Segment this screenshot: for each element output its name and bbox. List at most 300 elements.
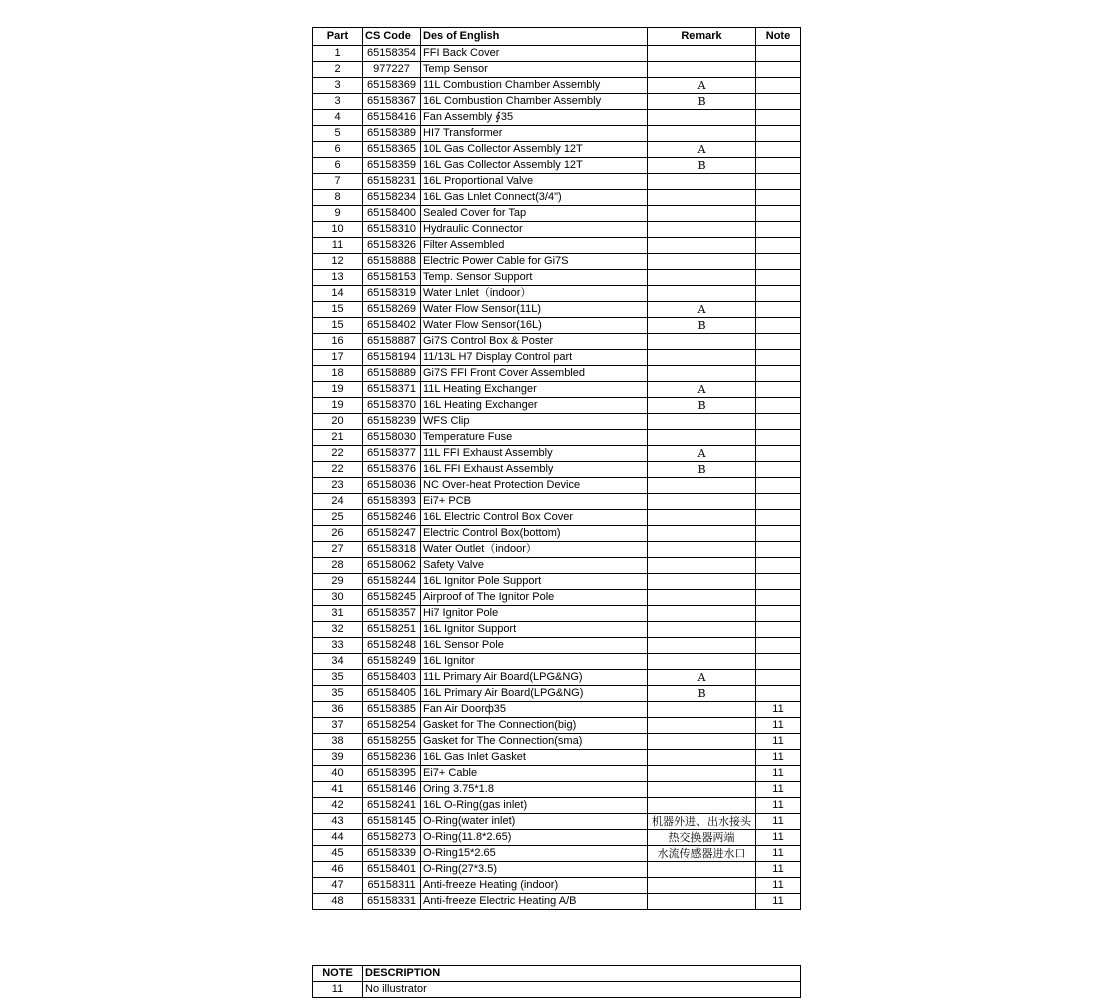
part-number-cell: 27 (313, 542, 363, 558)
notes-table (312, 965, 801, 998)
header-remark: Remark (648, 28, 756, 46)
remark-cell (648, 894, 756, 910)
remark-cell (648, 430, 756, 446)
cs-code-cell: 65158153 (363, 270, 421, 286)
table-row (313, 398, 801, 414)
note-cell (756, 286, 801, 302)
table-row (313, 638, 801, 654)
cs-code-cell: 65158241 (363, 798, 421, 814)
note-cell (756, 270, 801, 286)
cs-code-cell: 65158403 (363, 670, 421, 686)
note-cell (756, 430, 801, 446)
table-row (313, 606, 801, 622)
cs-code-cell: 65158251 (363, 622, 421, 638)
cs-code-cell: 65158370 (363, 398, 421, 414)
cs-code-cell: 65158339 (363, 846, 421, 862)
remark-cell (648, 174, 756, 190)
part-number-cell: 9 (313, 206, 363, 222)
cs-code-cell: 65158247 (363, 526, 421, 542)
part-number-cell: 47 (313, 878, 363, 894)
cs-code-cell: 65158246 (363, 510, 421, 526)
remark-cell (648, 254, 756, 270)
description-cell: Filter Assembled (421, 238, 648, 254)
table-row (313, 734, 801, 750)
table-row (313, 110, 801, 126)
table-row (313, 62, 801, 78)
part-number-cell: 19 (313, 382, 363, 398)
description-cell: Fan Air Doorф35 (421, 702, 648, 718)
note-description-cell: No illustrator (363, 982, 801, 998)
note-cell (756, 462, 801, 478)
description-cell: Gasket for The Connection(sma) (421, 734, 648, 750)
header-note: Note (756, 28, 801, 46)
table-row (313, 798, 801, 814)
remark-cell (648, 654, 756, 670)
table-row (313, 622, 801, 638)
part-number-cell: 8 (313, 190, 363, 206)
part-number-cell: 5 (313, 126, 363, 142)
description-cell: Water Flow Sensor(11L) (421, 302, 648, 318)
table-row (313, 78, 801, 94)
remark-cell (648, 46, 756, 62)
parts-table (312, 27, 801, 910)
cs-code-cell: 65158405 (363, 686, 421, 702)
remark-cell: B (648, 398, 756, 414)
note-cell (756, 590, 801, 606)
part-number-cell: 6 (313, 158, 363, 174)
note-cell: 11 (756, 830, 801, 846)
cs-code-cell: 65158365 (363, 142, 421, 158)
part-number-cell: 4 (313, 110, 363, 126)
part-number-cell: 16 (313, 334, 363, 350)
table-row (313, 446, 801, 462)
part-number-cell: 26 (313, 526, 363, 542)
description-cell: 11/13L H7 Display Control part (421, 350, 648, 366)
remark-cell (648, 126, 756, 142)
table-row (313, 142, 801, 158)
part-number-cell: 1 (313, 46, 363, 62)
table-row (313, 862, 801, 878)
header-note-description: DESCRIPTION (363, 966, 801, 982)
cs-code-cell: 65158036 (363, 478, 421, 494)
cs-code-cell: 65158245 (363, 590, 421, 606)
description-cell: 16L Proportional Valve (421, 174, 648, 190)
note-cell: 11 (756, 814, 801, 830)
description-cell: Temp. Sensor Support (421, 270, 648, 286)
note-cell (756, 526, 801, 542)
remark-cell (648, 526, 756, 542)
description-cell: 16L Gas Lnlet Connect(3/4") (421, 190, 648, 206)
table-row (313, 718, 801, 734)
description-cell: Water Outlet（indoor） (421, 542, 648, 558)
table-row (313, 318, 801, 334)
note-cell: 11 (756, 894, 801, 910)
description-cell: Safety Valve (421, 558, 648, 574)
description-cell: 16L Ignitor Pole Support (421, 574, 648, 590)
cs-code-cell: 65158395 (363, 766, 421, 782)
remark-cell (648, 190, 756, 206)
description-cell: Gasket for The Connection(big) (421, 718, 648, 734)
cs-code-cell: 65158249 (363, 654, 421, 670)
cs-code-cell: 65158359 (363, 158, 421, 174)
note-cell: 11 (756, 782, 801, 798)
note-code-cell: 11 (313, 982, 363, 998)
header-note-code: NOTE (313, 966, 363, 982)
cs-code-cell: 65158401 (363, 862, 421, 878)
remark-cell (648, 542, 756, 558)
note-cell (756, 174, 801, 190)
description-cell: O-Ring15*2.65 (421, 846, 648, 862)
remark-cell (648, 286, 756, 302)
note-cell: 11 (756, 798, 801, 814)
cs-code-cell: 65158377 (363, 446, 421, 462)
remark-cell: A (648, 446, 756, 462)
description-cell: Water Lnlet（indoor） (421, 286, 648, 302)
table-row (313, 270, 801, 286)
note-cell: 11 (756, 766, 801, 782)
description-cell: Temp Sensor (421, 62, 648, 78)
remark-cell: A (648, 302, 756, 318)
remark-cell (648, 206, 756, 222)
table-row (313, 366, 801, 382)
note-cell (756, 414, 801, 430)
note-cell: 11 (756, 734, 801, 750)
remark-cell (648, 638, 756, 654)
cs-code-cell: 65158385 (363, 702, 421, 718)
cs-code-cell: 65158326 (363, 238, 421, 254)
part-number-cell: 44 (313, 830, 363, 846)
description-cell: Hydraulic Connector (421, 222, 648, 238)
description-cell: 16L Sensor Pole (421, 638, 648, 654)
table-row (313, 94, 801, 110)
table-row (313, 750, 801, 766)
note-cell (756, 206, 801, 222)
cs-code-cell: 65158889 (363, 366, 421, 382)
description-cell: Temperature Fuse (421, 430, 648, 446)
description-cell: 16L Primary Air Board(LPG&NG) (421, 686, 648, 702)
part-number-cell: 18 (313, 366, 363, 382)
part-number-cell: 32 (313, 622, 363, 638)
description-cell: Ei7+ Cable (421, 766, 648, 782)
description-cell: Ei7+ PCB (421, 494, 648, 510)
note-cell: 11 (756, 862, 801, 878)
note-cell: 11 (756, 718, 801, 734)
cs-code-cell: 65158311 (363, 878, 421, 894)
description-cell: 11L Combustion Chamber Assembly (421, 78, 648, 94)
note-cell (756, 494, 801, 510)
cs-code-cell: 65158400 (363, 206, 421, 222)
cs-code-cell: 65158357 (363, 606, 421, 622)
part-number-cell: 11 (313, 238, 363, 254)
description-cell: O-Ring(11.8*2.65) (421, 830, 648, 846)
part-number-cell: 12 (313, 254, 363, 270)
cs-code-cell: 65158887 (363, 334, 421, 350)
description-cell: Anti-freeze Heating (indoor) (421, 878, 648, 894)
remark-cell: B (648, 686, 756, 702)
part-number-cell: 19 (313, 398, 363, 414)
note-cell (756, 606, 801, 622)
remark-cell (648, 494, 756, 510)
description-cell: 16L Electric Control Box Cover (421, 510, 648, 526)
remark-cell (648, 334, 756, 350)
table-row (313, 574, 801, 590)
notes-body (313, 982, 801, 998)
remark-cell: A (648, 670, 756, 686)
note-cell (756, 190, 801, 206)
remark-cell (648, 574, 756, 590)
description-cell: 11L FFI Exhaust Assembly (421, 446, 648, 462)
description-cell: 11L Heating Exchanger (421, 382, 648, 398)
note-cell (756, 126, 801, 142)
remark-cell (648, 558, 756, 574)
remark-cell (648, 766, 756, 782)
table-row (313, 766, 801, 782)
table-row (313, 590, 801, 606)
description-cell: Oring 3.75*1.8 (421, 782, 648, 798)
part-number-cell: 22 (313, 446, 363, 462)
table-row (313, 526, 801, 542)
remark-cell: A (648, 382, 756, 398)
description-cell: 16L Gas Inlet Gasket (421, 750, 648, 766)
notes-header-row (313, 966, 801, 982)
table-row (313, 894, 801, 910)
note-cell (756, 222, 801, 238)
part-number-cell: 15 (313, 302, 363, 318)
cs-code-cell: 65158062 (363, 558, 421, 574)
part-number-cell: 37 (313, 718, 363, 734)
description-cell: 16L Gas Collector Assembly 12T (421, 158, 648, 174)
table-row (313, 670, 801, 686)
part-number-cell: 33 (313, 638, 363, 654)
table-row (313, 286, 801, 302)
remark-cell (648, 734, 756, 750)
cs-code-cell: 65158273 (363, 830, 421, 846)
remark-cell (648, 510, 756, 526)
description-cell: Sealed Cover for Tap (421, 206, 648, 222)
table-row (313, 46, 801, 62)
note-cell (756, 158, 801, 174)
description-cell: 16L Heating Exchanger (421, 398, 648, 414)
header-part: Part (313, 28, 363, 46)
part-number-cell: 38 (313, 734, 363, 750)
remark-cell (648, 862, 756, 878)
remark-cell (648, 350, 756, 366)
description-cell: 16L O-Ring(gas inlet) (421, 798, 648, 814)
part-number-cell: 3 (313, 94, 363, 110)
cs-code-cell: 65158145 (363, 814, 421, 830)
note-cell (756, 670, 801, 686)
note-cell (756, 446, 801, 462)
note-cell (756, 238, 801, 254)
cs-code-cell: 65158194 (363, 350, 421, 366)
header-cs-code: CS Code (363, 28, 421, 46)
note-cell (756, 574, 801, 590)
cs-code-cell: 65158239 (363, 414, 421, 430)
cs-code-cell: 65158402 (363, 318, 421, 334)
remark-cell (648, 750, 756, 766)
note-cell (756, 142, 801, 158)
table-row (313, 254, 801, 270)
table-row (313, 982, 801, 998)
description-cell: 11L Primary Air Board(LPG&NG) (421, 670, 648, 686)
cs-code-cell: 65158244 (363, 574, 421, 590)
note-cell (756, 382, 801, 398)
part-number-cell: 17 (313, 350, 363, 366)
note-cell (756, 46, 801, 62)
description-cell: Gi7S FFI Front Cover Assembled (421, 366, 648, 382)
part-number-cell: 48 (313, 894, 363, 910)
cs-code-cell: 65158371 (363, 382, 421, 398)
remark-cell (648, 782, 756, 798)
cs-code-cell: 65158318 (363, 542, 421, 558)
remark-cell (648, 478, 756, 494)
cs-code-cell: 65158236 (363, 750, 421, 766)
cs-code-cell: 65158319 (363, 286, 421, 302)
part-number-cell: 10 (313, 222, 363, 238)
note-cell: 11 (756, 750, 801, 766)
note-cell (756, 622, 801, 638)
remark-cell (648, 270, 756, 286)
remark-cell (648, 718, 756, 734)
cs-code-cell: 65158231 (363, 174, 421, 190)
table-row (313, 158, 801, 174)
note-cell (756, 366, 801, 382)
remark-cell (648, 110, 756, 126)
part-number-cell: 35 (313, 670, 363, 686)
note-cell (756, 350, 801, 366)
note-cell (756, 302, 801, 318)
part-number-cell: 46 (313, 862, 363, 878)
remark-cell: 水流传感器进水口 (648, 846, 756, 862)
remark-cell (648, 798, 756, 814)
note-cell (756, 558, 801, 574)
part-number-cell: 22 (313, 462, 363, 478)
part-number-cell: 40 (313, 766, 363, 782)
remark-cell: A (648, 78, 756, 94)
remark-cell (648, 622, 756, 638)
table-row (313, 126, 801, 142)
table-row (313, 350, 801, 366)
table-row (313, 462, 801, 478)
table-row (313, 430, 801, 446)
note-cell (756, 254, 801, 270)
description-cell: Fan Assembly ∮35 (421, 110, 648, 126)
table-row (313, 830, 801, 846)
table-row (313, 238, 801, 254)
remark-cell (648, 222, 756, 238)
note-cell (756, 654, 801, 670)
part-number-cell: 43 (313, 814, 363, 830)
remark-cell: B (648, 318, 756, 334)
part-number-cell: 42 (313, 798, 363, 814)
table-row (313, 174, 801, 190)
parts-body (313, 46, 801, 910)
remark-cell (648, 62, 756, 78)
table-row (313, 654, 801, 670)
table-row (313, 190, 801, 206)
part-number-cell: 2 (313, 62, 363, 78)
table-row (313, 414, 801, 430)
table-row (313, 334, 801, 350)
cs-code-cell: 65158393 (363, 494, 421, 510)
part-number-cell: 13 (313, 270, 363, 286)
description-cell: 16L FFI Exhaust Assembly (421, 462, 648, 478)
table-row (313, 878, 801, 894)
table-row (313, 542, 801, 558)
part-number-cell: 7 (313, 174, 363, 190)
cs-code-cell: 65158248 (363, 638, 421, 654)
cs-code-cell: 65158331 (363, 894, 421, 910)
cs-code-cell: 65158254 (363, 718, 421, 734)
note-cell (756, 478, 801, 494)
part-number-cell: 45 (313, 846, 363, 862)
note-cell (756, 78, 801, 94)
part-number-cell: 29 (313, 574, 363, 590)
remark-cell: B (648, 158, 756, 174)
description-cell: O-Ring(27*3.5) (421, 862, 648, 878)
part-number-cell: 15 (313, 318, 363, 334)
part-number-cell: 34 (313, 654, 363, 670)
cs-code-cell: 977227 (363, 62, 421, 78)
description-cell: Anti-freeze Electric Heating A/B (421, 894, 648, 910)
part-number-cell: 24 (313, 494, 363, 510)
cs-code-cell: 65158369 (363, 78, 421, 94)
table-row (313, 206, 801, 222)
table-row (313, 686, 801, 702)
description-cell: WFS Clip (421, 414, 648, 430)
note-cell: 11 (756, 702, 801, 718)
remark-cell (648, 414, 756, 430)
note-cell (756, 110, 801, 126)
cs-code-cell: 65158146 (363, 782, 421, 798)
description-cell: Electric Control Box(bottom) (421, 526, 648, 542)
note-cell (756, 94, 801, 110)
note-cell (756, 398, 801, 414)
part-number-cell: 20 (313, 414, 363, 430)
cs-code-cell: 65158310 (363, 222, 421, 238)
cs-code-cell: 65158389 (363, 126, 421, 142)
note-cell (756, 62, 801, 78)
part-number-cell: 36 (313, 702, 363, 718)
description-cell: NC Over-heat Protection Device (421, 478, 648, 494)
part-number-cell: 31 (313, 606, 363, 622)
description-cell: 16L Ignitor Support (421, 622, 648, 638)
part-number-cell: 30 (313, 590, 363, 606)
cs-code-cell: 65158234 (363, 190, 421, 206)
part-number-cell: 39 (313, 750, 363, 766)
note-cell (756, 334, 801, 350)
note-cell (756, 318, 801, 334)
cs-code-cell: 65158367 (363, 94, 421, 110)
description-cell: 16L Combustion Chamber Assembly (421, 94, 648, 110)
part-number-cell: 25 (313, 510, 363, 526)
table-row (313, 382, 801, 398)
parts-header-row (313, 28, 801, 46)
cs-code-cell: 65158354 (363, 46, 421, 62)
header-description: Des of English (421, 28, 648, 46)
description-cell: 10L Gas Collector Assembly 12T (421, 142, 648, 158)
part-number-cell: 28 (313, 558, 363, 574)
table-row (313, 510, 801, 526)
table-row (313, 702, 801, 718)
cs-code-cell: 65158255 (363, 734, 421, 750)
remark-cell: A (648, 142, 756, 158)
note-cell (756, 686, 801, 702)
description-cell: Hi7 Ignitor Pole (421, 606, 648, 622)
part-number-cell: 35 (313, 686, 363, 702)
table-row (313, 302, 801, 318)
table-row (313, 478, 801, 494)
